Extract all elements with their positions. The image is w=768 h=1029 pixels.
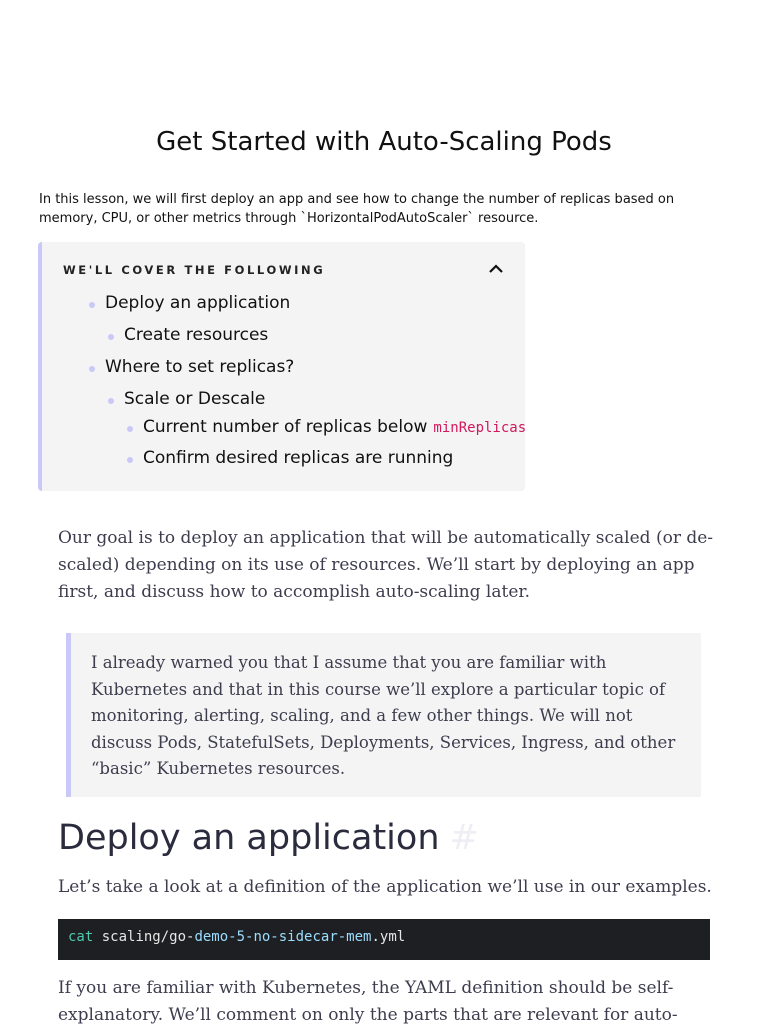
toc-panel <box>38 242 525 491</box>
toc-item-where-set-replicas[interactable] <box>105 357 294 377</box>
toc-item-label: Deploy an application <box>105 293 291 313</box>
toc-item-label: Where to set replicas? <box>105 357 295 377</box>
toc-item-scale-descale[interactable] <box>124 389 265 409</box>
toc-item-deploy-application[interactable] <box>105 293 290 313</box>
code-path-end: .yml <box>371 929 406 945</box>
section-heading <box>58 818 479 858</box>
toc-header: WE'LL COVER THE FOLLOWING <box>63 263 326 277</box>
page-title: Get Started with Auto-Scaling Pods <box>156 127 612 158</box>
blockquote-text: I already warned you that I assume that you are familiar with Kubernetes and that in this course we’ll explore a particular topic of monitoring, alerting, scaling, and a few other things. We will not discuss Pods, StatefulSets, Deployments, Services, Ingress, and other “basic” Kubernetes resources. <box>91 653 676 778</box>
toc-item-confirm-replicas[interactable] <box>143 448 453 468</box>
toc-item-label: Scale or Descale <box>124 389 266 409</box>
definition-intro: Let’s take a look at a definition of the application we’ll use in our examples. <box>58 877 712 897</box>
explain-paragraph: If you are familiar with Kubernetes, the YAML definition should be self-explanatory. We’ll comment on only the parts that are relevant for auto- <box>58 978 678 1025</box>
blockquote <box>66 633 701 797</box>
toc-item-current-replicas-below[interactable] <box>143 417 526 437</box>
goal-paragraph: Our goal is to deploy an application that will be automatically scaled (or de-scaled) depending on its use of resources. We’ll start by deploying an app first, and discuss how to accomplish auto-scaling later. <box>58 528 714 602</box>
code-block[interactable] <box>58 919 710 960</box>
code-command: cat <box>68 929 94 945</box>
toc-item-label: Current number of replicas below <box>143 417 428 437</box>
code-path-start: scaling/go- <box>101 929 195 945</box>
section-heading-text: Deploy an application <box>58 818 440 858</box>
heading-anchor-link[interactable]: # <box>449 818 479 858</box>
lesson-intro: In this lesson, we will first deploy an app and see how to change the number of replicas based on memory, CPU, or other metrics through `HorizontalPodAutoScaler` resource. <box>39 192 675 226</box>
inline-code: minReplicas <box>433 420 527 436</box>
toc-item-create-resources[interactable] <box>124 325 268 345</box>
code-path-highlight: demo-5-no-sidecar-mem <box>194 929 372 945</box>
toc-item-label: Confirm desired replicas are running <box>143 448 454 468</box>
chevron-up-icon[interactable] <box>487 260 505 278</box>
toc-item-label: Create resources <box>124 325 269 345</box>
